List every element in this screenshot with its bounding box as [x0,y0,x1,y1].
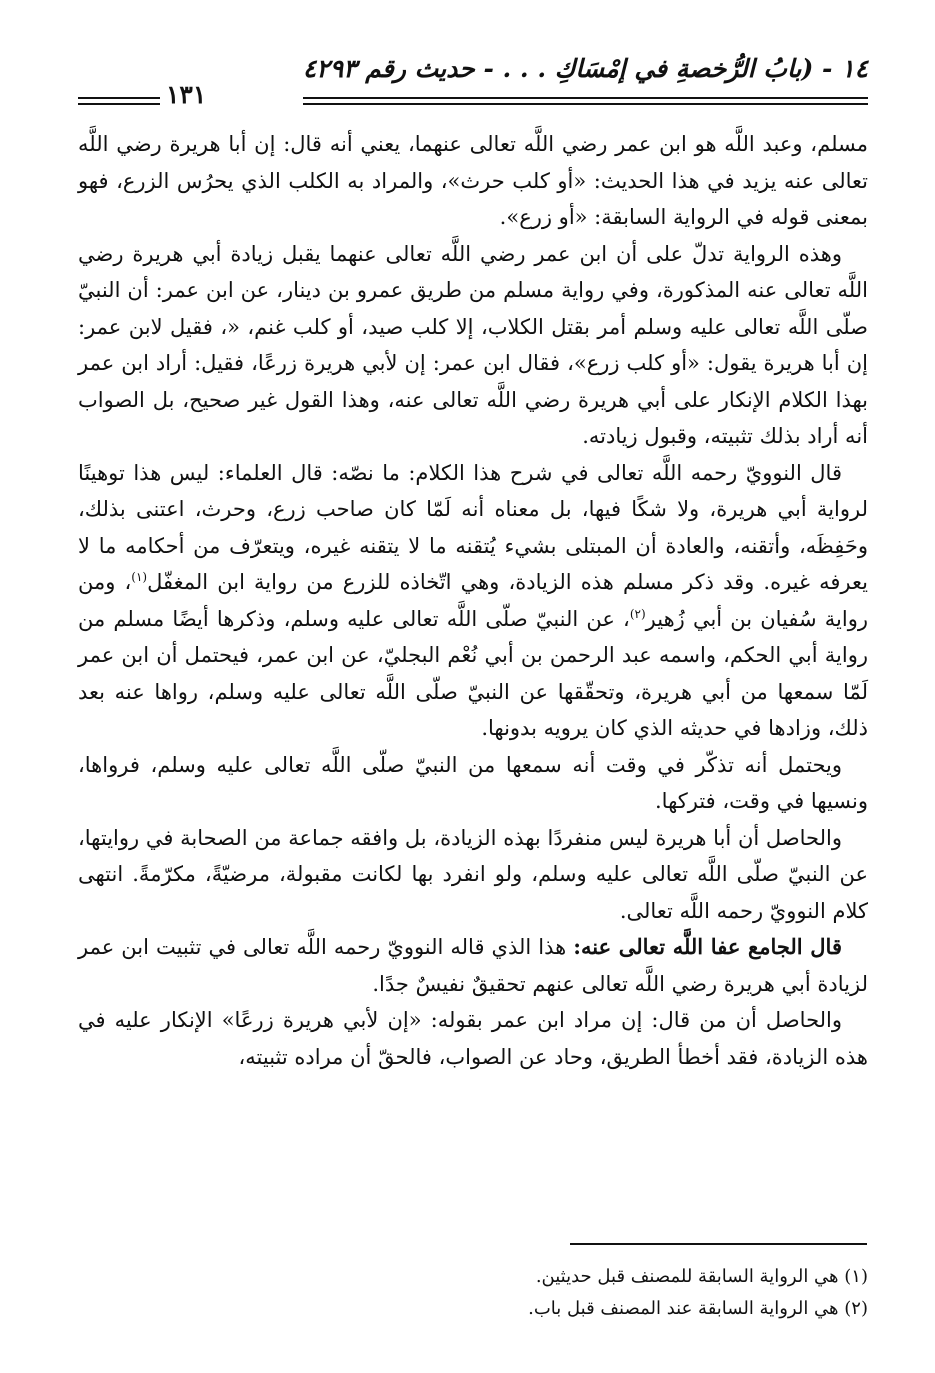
footnote-ref-2[interactable]: (٢) [629,606,646,621]
footnote-ref-1[interactable]: (١) [131,570,148,584]
header-double-rule-left [78,97,160,105]
footnote-separator [570,1243,867,1245]
header-double-rule-right [303,97,868,105]
page-number: ١٣١ [166,80,207,109]
paragraph-5: والحاصل أن أبا هريرة ليس منفردًا بهذه الزيادة، بل وافقه جماعة من الصحابة في روايتها، عن النبيّ صلّى اللَّه تعالى عليه وسلم، ولو انفرد بها لكانت مقبولة، مرضيّةً، مكرّمةً. انتهى كلام النوويّ رحمه اللَّه تعالى. [78,825,868,923]
paragraph-3-part-2: ، ومن رواية سُفيان بن أبي زُهير [78,570,868,631]
paragraph-3 [78,455,868,747]
footnotes [78,1261,868,1325]
footnote-1: (١) هي الرواية السابقة للمصنف قبل حديثين. [535,1266,868,1287]
compiler-remark-lead: قال الجامع عفا اللَّه تعالى عنه: [573,934,842,959]
body-text [78,126,868,1075]
paragraph-4: ويحتمل أنه تذكّر في وقت أنه سمعها من النبيّ صلّى اللَّه تعالى عليه وسلم، فرواها، ونسيها في وقت، فتركها. [78,752,868,813]
running-title: ١٤ - (بابُ الرُّخصةِ في إمْسَاكِ . . . - حديث رقم ٤٢٩٣ [302,54,868,83]
page-header [78,52,868,112]
paragraph-6-text: هذا الذي قاله النوويّ رحمه اللَّه تعالى في تثبيت ابن عمر لزيادة أبي هريرة رضي اللَّه تعالى عنهم تحقيقٌ نفيسٌ جدًا. [78,935,868,996]
paragraph-2: وهذه الرواية تدلّ على أن ابن عمر رضي اللَّه تعالى عنهما يقبل زيادة أبي هريرة رضي اللَّه تعالى عنه المذكورة، وفي رواية مسلم من طريق عمرو بن دينار، عن ابن عمر: أن النبيّ صلّى اللَّه تعالى عليه وسلم أمر بقتل الكلاب، إلا كلب صيد، أو كلب غنم، «، فقيل لابن عمر: إن أبا هريرة يقول: «أو كلب زرع»، فقال ابن عمر: إن لأبي هريرة زرعًا، فقيل: أراد ابن عمر بهذا الكلام الإنكار على أبي هريرة رضي اللَّه تعالى عنه، وهذا القول غير صحيح، بل الصواب أنه أراد بذلك تثبيته، وقبول زيادته. [78,241,868,448]
footnote-2: (٢) هي الرواية السابقة عند المصنف قبل باب. [528,1298,868,1319]
paragraph-3-part-3: ، عن النبيّ صلّى اللَّه تعالى عليه وسلم، وذكرها أيضًا مسلم من رواية أبي الحكم، واسمه عبد الرحمن بن أبي نُعْم البجليّ، عن ابن عمر، فيحتمل أن ابن عمر لَمّا سمعها من أبي هريرة، وتحقّقها عن النبيّ صلّى اللَّه تعالى عليه وسلم، رواها عنه بعد ذلك، وزادها في حديثه الذي كان يرويه بدونها. [78,606,868,740]
paragraph-3-part-1: قال النوويّ رحمه اللَّه تعالى في شرح هذا الكلام: ما نصّه: قال العلماء: ليس هذا توهينًا لرواية أبي هريرة، ولا شكًا فيها، بل معناه أنه لَمّا كان صاحب زرع، وحرث، اعتنى بذلك، وحَفِظَه، وأتقنه، والعادة أن المبتلى بشيء يُتقنه ما لا يتقنه غيره، ويتعرّف من أحكامه ما لا يعرفه غيره. وقد ذكر مسلم هذه الزيادة، وهي اتّخاذه للزرع من رواية ابن المغفّل [78,460,868,594]
paragraph-1: مسلم، وعبد اللَّه هو ابن عمر رضي اللَّه تعالى عنهما، يعني أنه قال: إن أبا هريرة رضي اللَّه تعالى عنه يزيد في هذا الحديث: «أو كلب حرث»، والمراد به الكلب الذي يحرُس الزرع، فهو بمعنى قوله في الرواية السابقة: «أو زرع». [78,132,869,229]
paragraph-7: والحاصل أن من قال: إن مراد ابن عمر بقوله: «إن لأبي هريرة زرعًا» الإنكار عليه في هذه الزيادة، فقد أخطأ الطريق، وحاد عن الصواب، فالحقّ أن مراده تثبيته، [78,1008,868,1069]
paragraph-6 [78,929,868,1002]
